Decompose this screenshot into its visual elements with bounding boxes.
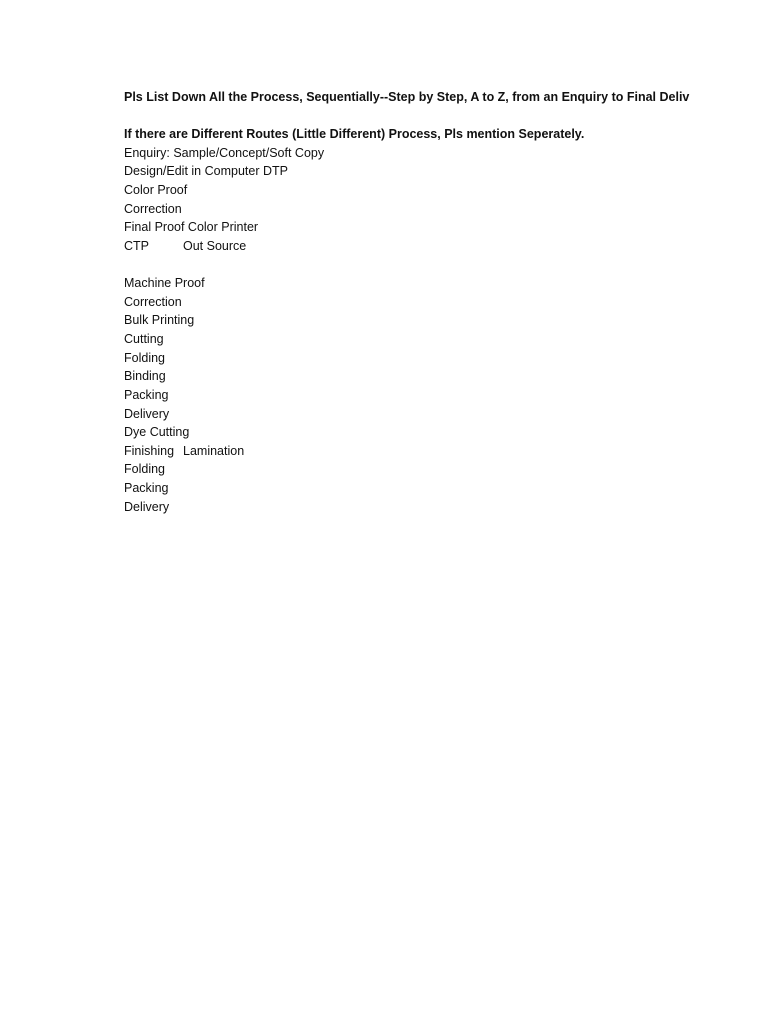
step-dye-cutting: Dye Cutting [124,425,190,439]
step-packing-2: Packing [124,481,169,495]
step-folding-2: Folding [124,462,165,476]
step-delivery: Delivery [124,407,170,421]
step-finishing: Finishing [124,444,175,458]
routes-note: If there are Different Routes (Little Different) Process, Pls mention Seperately. [124,127,585,141]
step-bulk-printing: Bulk Printing [124,313,195,327]
step-delivery-2: Delivery [124,500,170,514]
step-correction: Correction [124,202,182,216]
step-enquiry: Enquiry: Sample/Concept/Soft Copy [124,146,325,160]
step-binding: Binding [124,369,166,383]
step-color-proof: Color Proof [124,183,188,197]
step-out-source: Out Source [183,239,247,253]
step-correction-2: Correction [124,295,182,309]
step-packing: Packing [124,388,169,402]
step-ctp: CTP [124,239,149,253]
step-final-proof: Final Proof Color Printer [124,220,259,234]
step-folding: Folding [124,351,165,365]
step-machine-proof: Machine Proof [124,276,205,290]
step-design: Design/Edit in Computer DTP [124,164,288,178]
step-lamination: Lamination [183,444,245,458]
instruction-heading: Pls List Down All the Process, Sequentially--Step by Step, A to Z, from an Enquiry to Final Deliv [124,90,690,104]
step-cutting: Cutting [124,332,164,346]
